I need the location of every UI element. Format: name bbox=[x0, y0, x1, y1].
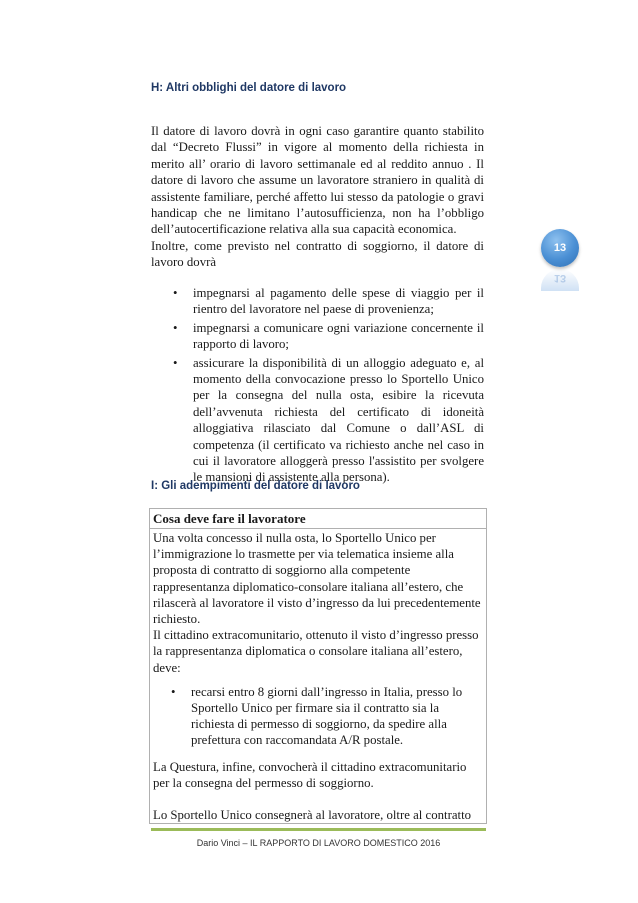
section-h-paragraph-1: Il datore di lavoro dovrà in ogni caso garantire quanto stabilito dal “Decreto Flussi” in vigore al momento della richiesta in merito all’ orario di lavoro settimanale ed al reddito annuo . Il datore di lavoro che assume un lavoratore straniero in qualità di assistente familiare, perché affetto lui stesso da patologie o gravi handicap che ne limitano l’autosufficienza, non ha l’obbligo dell’autocertificazione relativa alla sua capacità economica. bbox=[151, 124, 484, 237]
section-h-bullet-list bbox=[151, 285, 484, 488]
worker-duties-box bbox=[149, 508, 487, 824]
section-h-heading: H: Altri obblighi del datore di lavoro bbox=[151, 82, 347, 94]
bullet-icon: • bbox=[173, 355, 178, 370]
list-item: • impegnarsi al pagamento delle spese di viaggio per il rientro del lavoratore nel paese di provenienza; bbox=[173, 286, 484, 317]
footer-divider bbox=[151, 828, 486, 831]
bullet-icon: • bbox=[171, 684, 176, 699]
page-number-badge: 13 bbox=[541, 229, 579, 267]
section-i-heading: I: Gli adempimenti del datore di lavoro bbox=[151, 480, 360, 492]
box-paragraph-3: La Questura, infine, convocherà il cittadino extracomunitario per la consegna del permesso di soggiorno. bbox=[153, 759, 467, 790]
box-body bbox=[150, 529, 486, 823]
bullet-icon: • bbox=[173, 286, 178, 300]
box-paragraph-2: Il cittadino extracomunitario, ottenuto il visto d’ingresso presso la rappresentanza diplomatica o consolare italiana all’estero, deve: bbox=[153, 628, 479, 675]
box-header: Cosa deve fare il lavoratore bbox=[150, 509, 486, 529]
box-bullet-list bbox=[153, 684, 483, 749]
list-item: • impegnarsi a comunicare ogni variazione concernente il rapporto di lavoro; bbox=[173, 320, 484, 352]
box-paragraph-4: Lo Sportello Unico consegnerà al lavoratore, oltre al contratto bbox=[153, 808, 472, 823]
bullet-icon: • bbox=[173, 320, 178, 335]
page-number-reflection: 13 bbox=[541, 269, 579, 291]
list-item: • recarsi entro 8 giorni dall’ingresso in Italia, presso lo Sportello Unico per firmare sia il contratto sia la richiesta di permesso di soggiorno, da spedire alla prefettura con raccomandata A/R postale. bbox=[171, 684, 463, 748]
footer-text: Dario Vinci – IL RAPPORTO DI LAVORO DOMESTICO 2016 bbox=[196, 838, 441, 848]
list-item: • assicurare la disponibilità di un alloggio adeguato e, al momento della convocazione presso lo Sportello Unico per la consegna del nulla osta, esibire la ricevuta dell’avvenuta richiesta del certificato di idoneità alloggiativa rilasciato dal Comune o dall’ASL di competenza (il certificato va richiesto anche nel caso in cui il lavoratore alloggerà presso l'assistito per svolgere le mansioni di assistente alla persona). bbox=[173, 355, 484, 485]
section-h-paragraph-2: Inoltre, come previsto nel contratto di soggiorno, il datore di lavoro dovrà bbox=[151, 239, 484, 270]
box-paragraph-1: Una volta concesso il nulla osta, lo Sportello Unico per l’immigrazione lo trasmette per via telematica insieme alla proposta di contratto di soggiorno alla competente rappresentanza diplomatico-consolare italiana all’estero, che rilascerà al lavoratore il visto d’ingresso da lui precedentemente richiesto. bbox=[153, 531, 481, 627]
